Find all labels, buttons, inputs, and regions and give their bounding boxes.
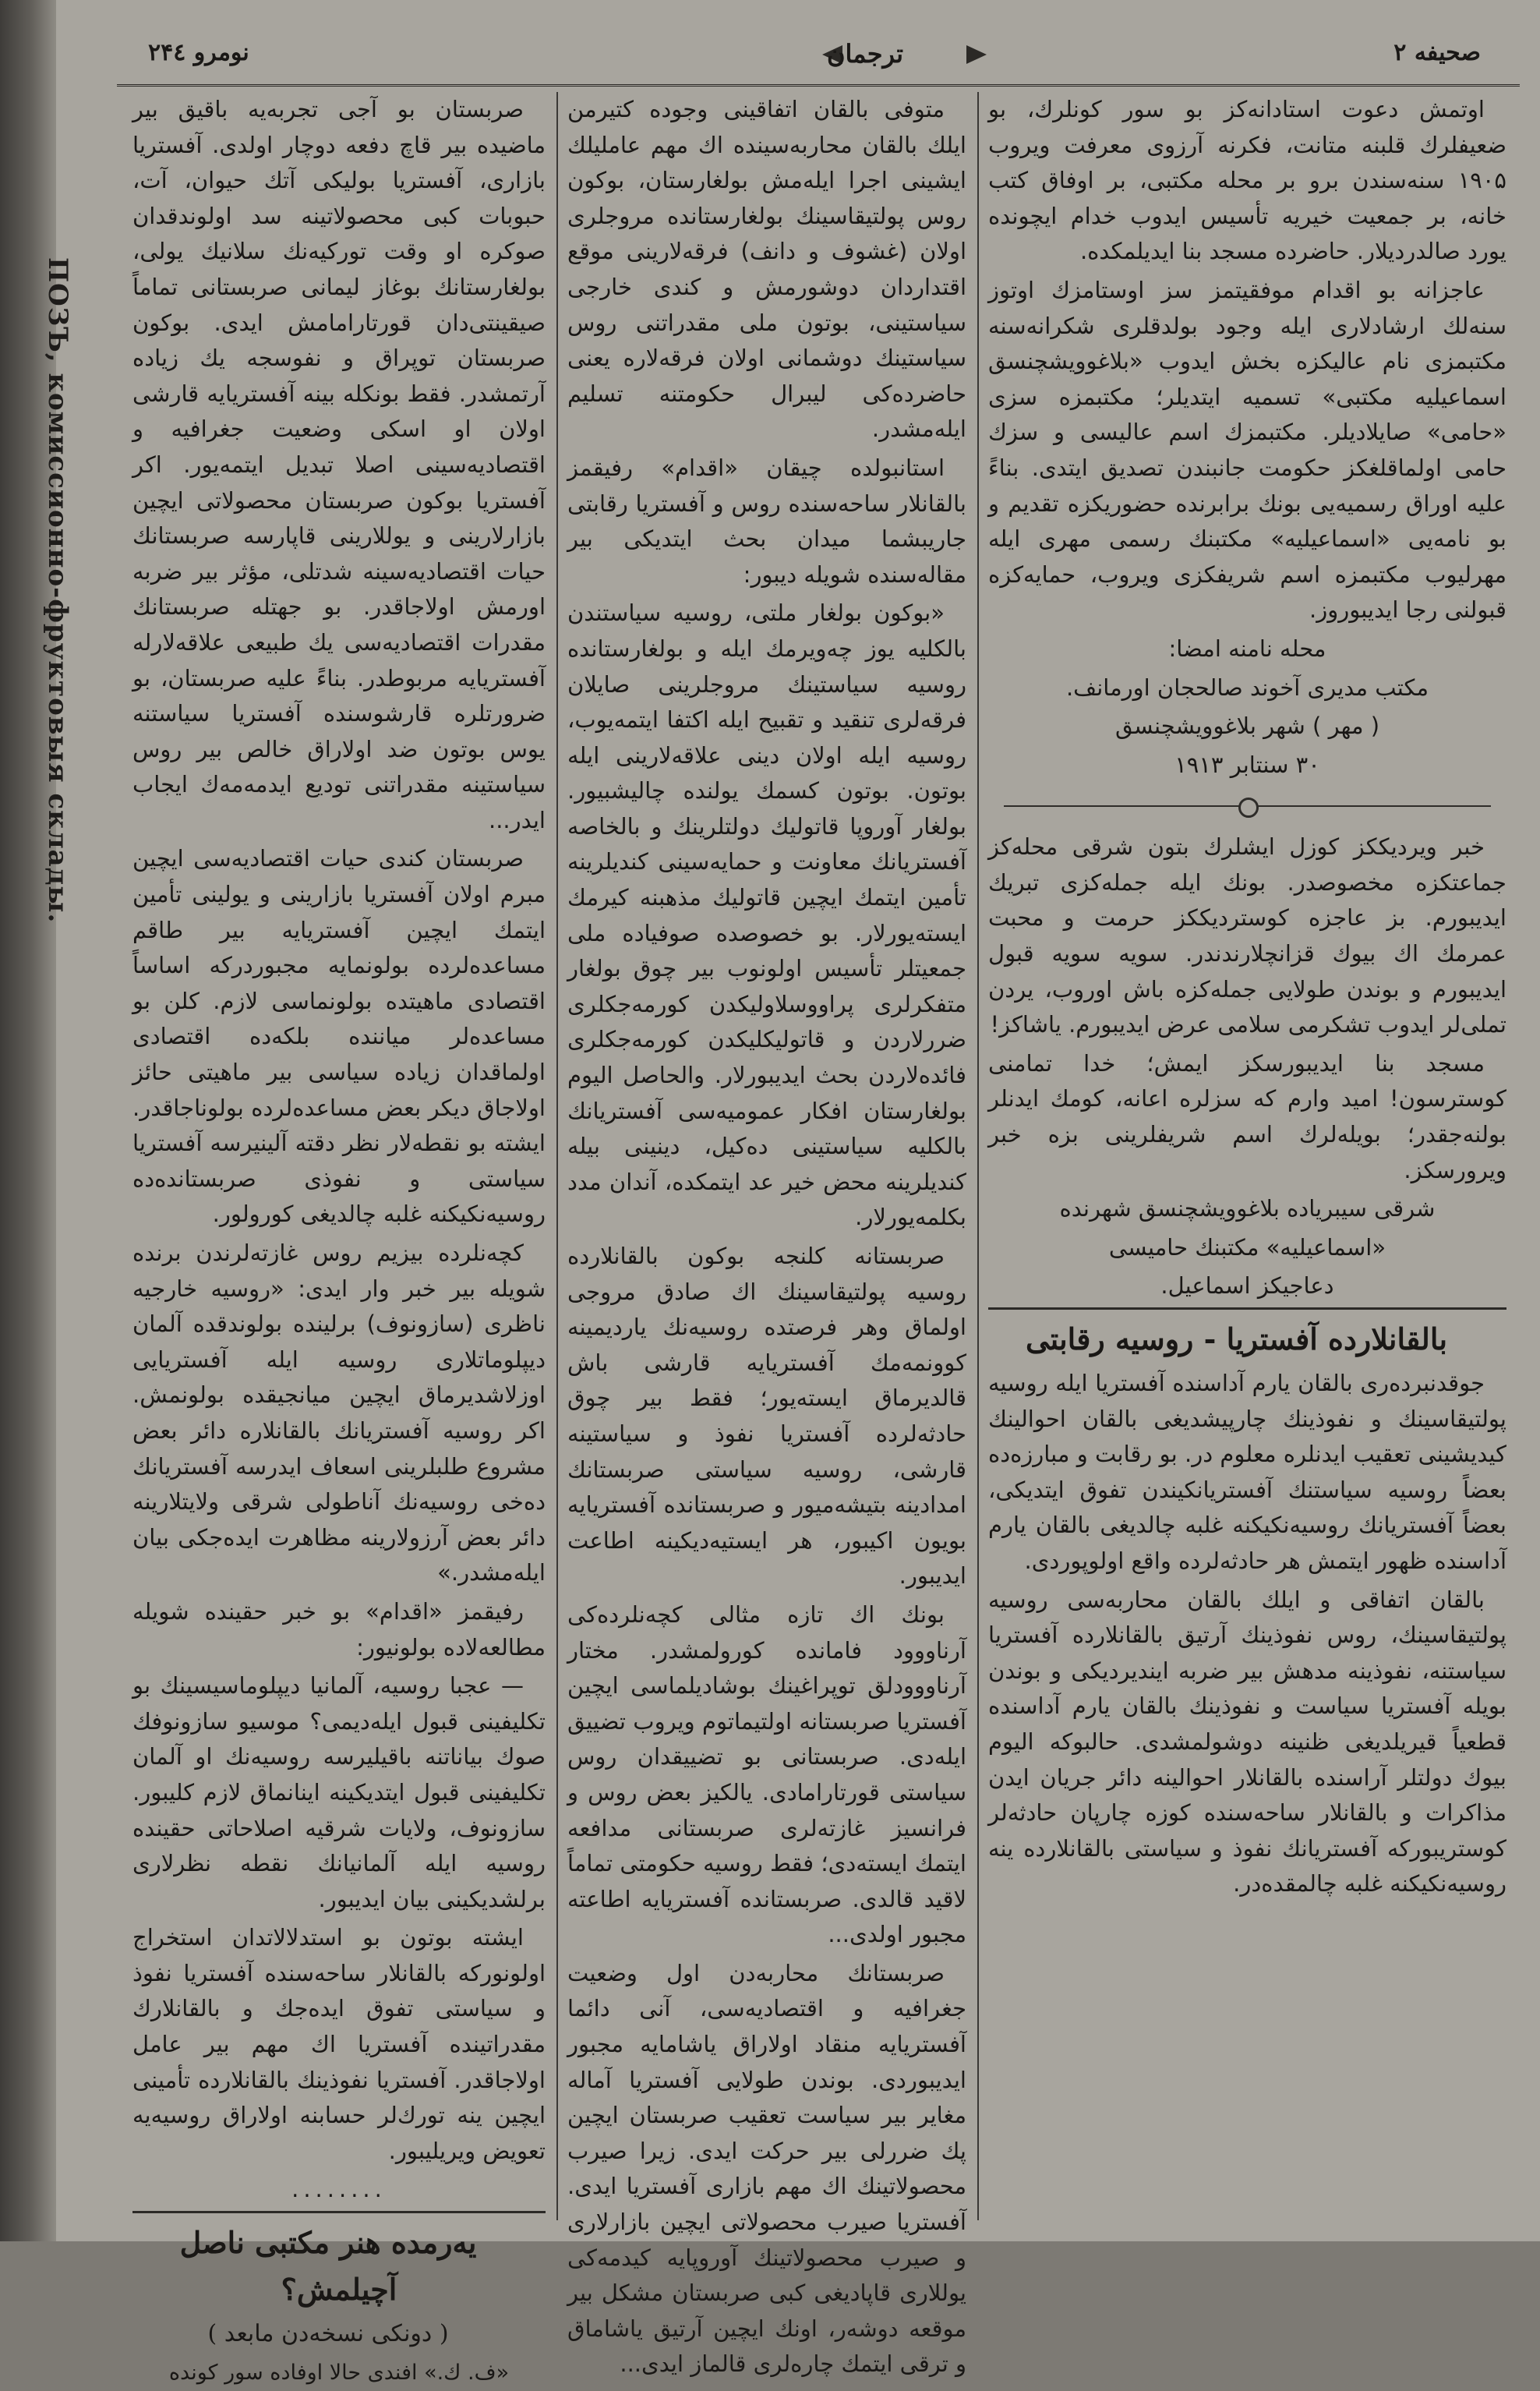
paragraph: صربستانه کلنجه بوکون بالقانلارده روسیه پولتیقاسینك اك صادق مروجی اولماق وهر فرصتده روسیه‌نك یاردیمینه کوونمه‌مك آفستریایه قارشی باش قالدیرماق ایسته‌یور؛ فقط بیر چوق حادثه‌لرده آفستریا نفوذ و سیاستینه قارشی، روسیه سیاستی صربستانك امدادینه بتیشه‌میور و صربستانده آفستریایه بویون اکیبور، هر ایستیه‌دیکینه اطاعت ایدیبور. — [567, 1243, 966, 1590]
paragraph: مسجد بنا ایدیبورسکز ایمش؛ خدا تمامنی کوسترسون! امید وارم که سزلره اعانه، کومك ایدنلر بولنه‌جقدر؛ بویله‌لرك اسم شریفلرینی بزه خبر ویرورسکز. — [988, 1049, 1506, 1183]
issue-number: نومرو ۲۴٤ — [148, 39, 249, 66]
paragraph: عاجزانه بو اقدام موفقیتمز سز اوستامزك اوتوز سنه‌لك ارشادلاری ایله وجود بولدقلری شکرانه‌سنه مکتبمزی نام عالیکزه بخش ایدوب «بلاغوویشچنسق اسماعیلیه مکتبی» تسمیه ایتدیلر؛ مکتبمزه سزی «حامی» صایلادیلر. مکتبمزك اسم عالیسی و سزك حامی اولماقلغکز حکومت جانبندن تصدیق ایتدی. بنا‌ءً علیه اوراق رسمیه‌یی بونك برابرنده حضوریکزه تقدیم و بو نامه‌یی «اسماعیلیه» مکتبنك رسمی مهری ایله مهرلیوب مکتبمزه اسم شریفکزی ویروب، حمایه‌کزه قبولنی رجا ایدیبوروز. — [988, 276, 1506, 624]
paragraph: صربستان بو آجی تجربه‌یه باقیق بیر ماضیده بیر قاچ دفعه دوچار اولدی. آفستریا بازاری، آفستریا بولیکی آتك حیوان، آت، حبوبات کبی محصولاتینه سد اولوندقدان صوکره او وقت تورکیه‌نك سلانیك یولی، بولغارستانك بوغاز لیمانی صربستانی تماماً صیقینتی‌دان قورتارامامش ایدی. بوکون صربستان توپراق و نفوسجه یك زیاده آرتمشدر. فقط بونکله بینه آفستریایه قارشی اولان او اسکی وضعیت جغرافیه و اقتصادیه‌سینی اصلا تبدیل ایتمه‌یور. اکر آفستریا بوکون صربستان محصولاتی ایچین بازارلارینی و یوللارینی قاپارسه صربستانك حیات اقتصادیه‌سینه شدتلی، مؤثر بیر ضربه اورمش اولاجاقدر. بو جهتله صربستانك مقدرات اقتصادیه‌سی یك طبیعی علاقه‌لارله آفستریایه مربوطدر. بنا‌ءً علیه صربستان، بو ضرورتلره قارشوسنده آفستریا سیاستنه یوس بوتون ضد اولاراق خالص بیر روس سیاستینه مقدراتنی تودیع ایدمه‌مه‌ك ایجاب ایدر... — [132, 96, 546, 833]
signature-line: محله نامنه امضا: — [1168, 635, 1326, 662]
paper-title: ترجمان — [826, 39, 904, 69]
paragraph: کچه‌نلرده بیزیم روس غازته‌لرندن برنده شویله بیر خبر وار ایدی: «روسیه خارجیه ناظری (سازونوف) برلینده بولوندقده آلمان دیپلوماتلاری روسیه ایله آفستریایی اوزلاشدیرماق ایچین میانجیقده بولونمش. اکر روسیه آفستریانك بالقانلاره دائر بعض مشروع طلبلرینی اسعاف ایدرسه آفستریانك ده‌خی روسیه‌نك آناطولی شرقی ولایتلارینه دائر بعض آرزولارینه مظاهرت ایده‌جکی بیان ایله‌مشدر.» — [132, 1240, 546, 1586]
paragraph: صربستانك محاربه‌دن اول وضعیت جغرافیه و اقتصادیه‌سی، آنی دائما آفستریایه منقاد اولاراق یاشامایه مجبور ایدیبوردی. بوندن طولایی آفستریا آماله مغایر بیر سیاست تعقیب صربستان ایچین پك ضررلی بیر حرکت ایدی. زیرا صیرب محصولاتینك اك مهم بازاری آفستریا ایدی. آفستریا صیرب محصولاتی ایچین بازارلاری و صیرب محصولاتینك آوروپایه کیدمه‌کی یوللاری قاپادیغی کبی صربستان مشکل بیر موقعه دوشه‌ر، اونك ایچین آرتیق یاشاماق و ترقی ایتمك چاره‌لری قالماز ایدی... — [567, 1959, 966, 2378]
column-rule — [977, 92, 979, 2220]
article-byline: «ف. ك.» افندی حالا اوفاده سور کونده — [168, 2361, 510, 2386]
page-number: صحیفه ۲ — [1393, 39, 1481, 66]
paragraph: رفیقمز «اقدام» بو خبر حقینده شویله مطالعه‌لاده بولونیور: — [132, 1597, 546, 1661]
paragraph: صربستان کندی حیات اقتصادیه‌سی ایچین مبرم اولان آفستریا بازارینی و یولینی تأمین ایتمك ایچین آفستریایه بیر طاقم مساعده‌لرده بولونمایه مجبوردرکه اساساً اقتصادی ماهیتده بولونماسی لازم. کلن بو مساعده‌لر میاننده بلکه‌ده اقتصادی اولماقدان زیاده سیاسی بیر ماهیتی حائز اولاجاق دیکر بعض مساعده‌لرده بولوناجاقدر. ایشته بو نقطه‌لار نظر دقته آلینیرسه آفستریا سیاستی و نفوذی صربستانده‌ده روسیه‌نکیکنه غلبه چالدیغی کورولور. — [132, 845, 546, 1228]
column-middle — [567, 92, 966, 2378]
closing-line: دعاجیکز اسماعیل. — [1160, 1272, 1334, 1300]
paragraph: خبر ویردیککز کوزل ایشلرك بتون شرقی محله‌کز جماعتکزه مخصوصدر. بونك ایله جمله‌کزی تبریك ایدیبورم. بز عاجزه کوستردیککز حرمت و محبت عمرمك اك بیوك قزانچلارندندر. سویه سویه قبول ایدیبورم و بوندن طولایی جمله‌کزه باش اوروب، یردن تملی‌لر ایدوب تشکرمی سلامی عرض ایدیبورم. یاشاکز! — [988, 833, 1506, 1038]
paragraph: اوتمش دعوت استادانه‌کز بو سور کونلرك، بو ضعیفلرك قلبنه متانت، فکرنه آرزوی معرفت ویروب ۱۹۰۵ سنه‌سندن برو بر محله مکتبی، بر اوفاق کتب خانه، بر جمعیت خیریه تأسیس ایدوب خدام ایچونده یورد صالدردیلار. حاضرده مسجد بنا ایدیلمکده. — [988, 96, 1506, 265]
paragraph: جوقدنبرده‌ری بالقان یارم آداسنده آفستریا ایله روسیه پولتیقاسینك و نفوذینك چارپیشدیغی بالقان احوالینك کیدیشینی تعقیب ایدنلره معلوم در. بو رقابت و مبارزه‌ده بعضاً روسیه سیاستنك آفستریانکیندن تفوق ایتدیکی، بعضاً آفستریانك روسیه‌نکیکنه غلبه چالدیغی بالقان یارم آداسنده ظهور ایتمش هر حادثه‌لرده واقع اولوپوردی. — [988, 1370, 1506, 1574]
paragraph: بالقان اتفاقی و ایلك بالقان محاربه‌سی روسیه پولتیقاسینك، روس نفوذینك آرتیق بالقانلارده آفستریا سیاستنه، نفوذینه مدهش بیر ضربه ایندیردیکی و بوندن بویله آفستریا سیاست و نفوذینك بالقان یارم آداسنده قطعیاً قیریلدیغی ظنینه دوشولمشدی. حالبوکه الیوم بیوك دولتلر آراسنده بالقانلار احوالینه دائر جریان ایدن مذاکرات و بالقانلار ساحه‌سنده کوزه چارپان حادثه‌لر کوستریبورکه آفستریانك نفوذ و سیاستی بالقانلارده ینه روسیه‌نکیکنه غلبه چالمقده‌در. — [988, 1586, 1506, 1898]
edge-advertisement-text: ПОЗЪ, комиссионно-фруктовыя склады. — [42, 257, 73, 924]
ornament-knot-icon — [1238, 798, 1259, 818]
article-headline: یه‌رمده هنر مکتبی ناصل آچیلمش؟ — [132, 2211, 546, 2313]
closing-line: «اسماعیلیه» مکتبنك حامیسی — [1108, 1233, 1386, 1261]
signature-date: ۳۰ سنتابر ۱۹۱۳ — [1174, 751, 1320, 778]
signature-line: مکتب مدیری آخوند صالحجان اورمانف. — [1065, 674, 1429, 701]
paragraph: — عجبا روسیه، آلمانیا دیپلوماسیسینك بو تکلیفینی قبول ایله‌دیمی؟ موسیو سازونوفك صوك بیاناتنه باقیلیرسه روسیه‌نك او آلمان تکلیفینی قبول ایتدیکینه اینانماق لازم کلیبور. سازونوف، ولایات شرقیه اصلاحاتی حقینده روسیه ایله آلمانیانك نقطه نظرلاری برلشدیکینی بیان ایدیبور. — [132, 1672, 546, 1912]
paragraph: استانبولده چیقان «اقدام» رفیقمز بالقانلار ساحه‌سنده روس و آفستریا رقابتی جاریبشما میدان بحث ایتدیکی بیر مقاله‌سنده شویله دیبور: — [567, 454, 966, 588]
page-header — [117, 22, 1520, 87]
paragraph: بونك اك تازه مثالی کچه‌نلرده‌کی آرناووود فامانده کورولمشدر. مختار آرناووودلق توپراغینك بوشادیلماسی ایچین آفستریا صربستانه اولتیماتوم ویروب تضییق ایله‌دی. صربستانی بو تضییقدان روس سیاستی قورتارامادی. یالکیز بعض روس و فرانسیز غازته‌لری صربستانی مدافعه ایتمك ایسته‌دی؛ فقط روسیه حکومتی تماماً لاقید قالدی. صربستانده آفستریایه اطاعته مجبور اولدی... — [567, 1600, 966, 1948]
article-subheading: ( دونکی نسخه‌دن مابعد ) — [207, 2320, 449, 2348]
paragraph: متوفی بالقان اتفاقینی وجوده کتیرمن ایلك بالقان محاربه‌سینده اك مهم عاملیلك ایشینی اجرا ایله‌مش بولغارستان، بوکون روس پولتیقاسینك بولغارستانده مروجلری اولان (غشوف و دانف) فرقه‌لارینی موقع اقتداردان دوشورمش و کندی خارجی سیاستینی، بوتون ملی مقدراتنی روس سیاستینك دوشمانی اولان فرقه‌لاره یعنی حاضرده‌کی لیبرال حکومتنه تسلیم ایله‌مشدر. — [567, 96, 966, 443]
paragraph: «بوکون بولغار ملتی، روسیه سیاستندن بالکلیه یوز چه‌ویرمك ایله و بولغارستانده روسیه سیاستینك مروجلرینی صایلان فرقه‌لری تنقید و تقبیح ایله اکتفا ایتمه‌یوب، روسیه ایله اولان دینی علاقه‌لارینی ایله بوتون. بوتون کسمك یولنده چالیشبیور. بولغار آوروپا قاتولیك دولتلرینك و بالخاصه آفستریانك معاونت و حمایه‌سینی کندیلرینه تأمین ایتمك ایچین قاتولیك مذهبنه کیرمك ایسته‌یورلار. بو خصوصده صوفیاده ملی جمعیتلر تأسیس اولونوب بیر چوق بولغار متفکرلری پراووسلاولیکدن کورمه‌جکلری ضررلاردن و قاتولیکلیکدن کورمه‌جکلری فائده‌لاردن بحث ایدیبورلار. والحاصل الیوم بولغارستان افکار عمومیه‌سی آفستریانك بالکلیه سیاستینی ده‌کیل، دینینی بیله کندیلرینه محض خیر عد ایتمکده، آندان مدد بکلمه‌یورلار. — [567, 600, 966, 1231]
column-rule — [556, 92, 558, 2220]
ornament-right-icon — [966, 45, 987, 64]
article-headline: بالقانلارده آفستریا - روسیه رقابتی — [988, 1307, 1506, 1363]
signature-line: ( مهر ) شهر بلاغوویشچنسق — [1114, 713, 1380, 740]
column-right — [988, 92, 1506, 2220]
ellipsis-line: ........ — [291, 2176, 387, 2203]
closing-line: شرقی سیبریاده بلاغوویشچنسق شهرنده — [1059, 1195, 1436, 1222]
column-left — [132, 92, 546, 2386]
paragraph: ایشته بوتون بو استدلالاتدان استخراج اولونورکه بالقانلار ساحه‌سنده آفستریا نفوذ و سیاستی تفوق ایده‌جك و بالقانلارك مقدراتینده آفستریا اك مهم بیر عامل اولاجاقدر. آفستریا نفوذینك بالقانلارده تأمینی ایچین ینه تورك‌لر حسابنه اولاراق روسیه‌یه تعویض ویریلیبور. — [132, 1924, 546, 2164]
section-separator — [988, 791, 1506, 822]
